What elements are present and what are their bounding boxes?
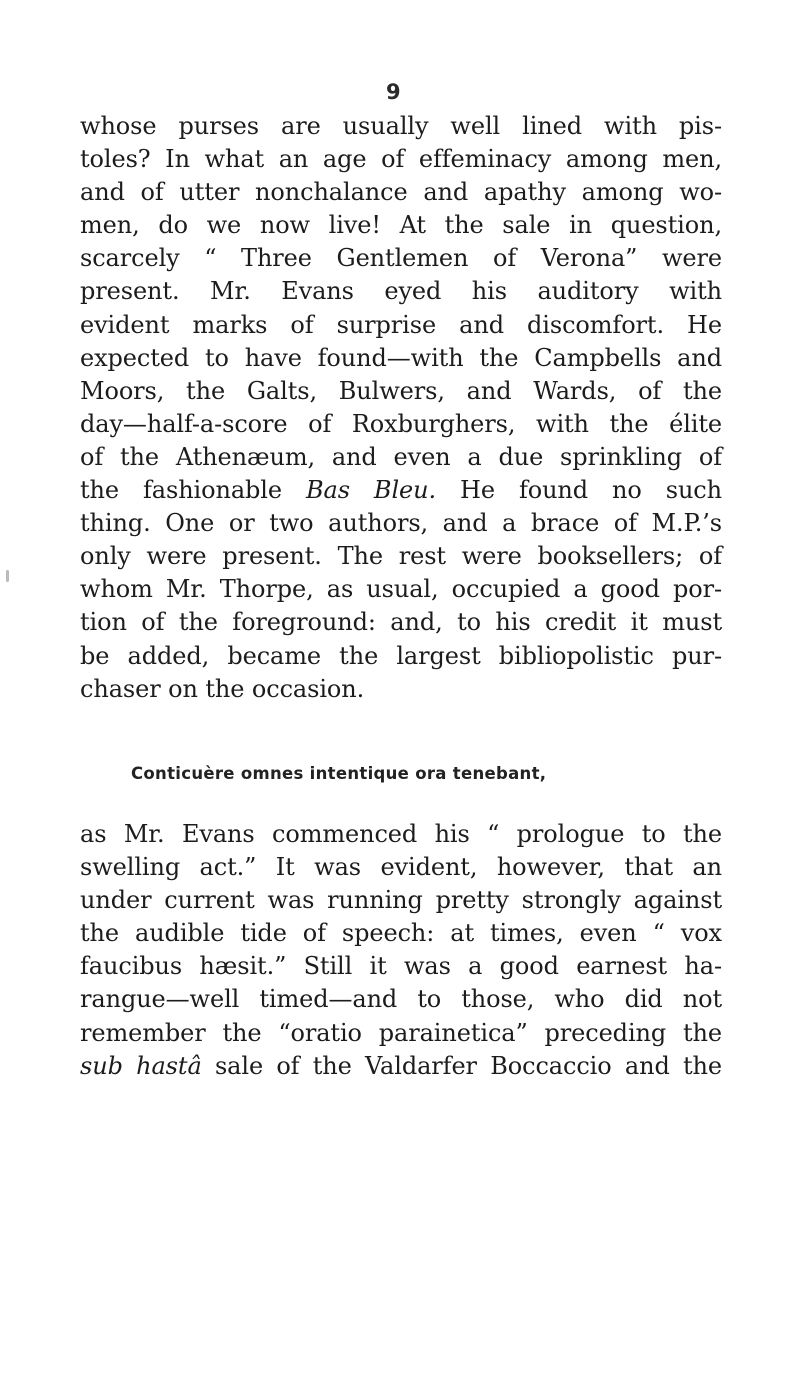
text-line: as Mr. Evans commenced his “ prologue to the — [80, 820, 722, 848]
text-line: whose purses are usually well lined with pis- — [80, 112, 722, 140]
text-line: whom Mr. Thorpe, as usual, occupied a good por- — [80, 575, 722, 604]
text-line-with-italic — [80, 1050, 722, 1083]
text-line: only were present. The rest were booksellers; of — [80, 542, 722, 571]
paragraph-1 — [80, 110, 722, 706]
text-line: toles? In what an age of effeminacy among men, — [80, 145, 722, 174]
text-segment: He found no such — [460, 476, 723, 505]
text-line: present. Mr. Evans eyed his auditory with — [80, 277, 722, 306]
text-line: faucibus hæsit.” Still it was a good earnest ha- — [80, 952, 722, 981]
text-segment: the fashionable — [80, 476, 282, 505]
italic-term: Bas Bleu. — [305, 476, 437, 505]
text-line: under current was running pretty strongly against — [80, 886, 722, 915]
page-speck — [6, 570, 9, 582]
text-line: chaser on the occasion. — [80, 674, 365, 703]
text-line: of the Athenæum, and even a due sprinkling of — [80, 442, 722, 471]
text-line: and of utter nonchalance and apathy among wo- — [80, 178, 722, 207]
text-line: swelling act.” It was evident, however, that an — [80, 853, 722, 882]
text-line: Moors, the Galts, Bulwers, and Wards, of the — [80, 376, 722, 405]
text-line: day—half-a-score of Roxburghers, with the élite — [80, 409, 722, 438]
text-line: rangue—well timed—and to those, who did not — [80, 985, 722, 1014]
paragraph-2 — [80, 818, 722, 1083]
text-line: tion of the foreground: and, to his credit it must — [80, 608, 722, 637]
text-line: evident marks of surprise and discomfort. He — [80, 310, 722, 339]
text-line: men, do we now live! At the sale in question, — [80, 211, 722, 240]
page-number: 9 — [386, 80, 401, 104]
text-line: remember the “oratio parainetica” preceding the — [80, 1018, 722, 1047]
text-line: scarcely “ Three Gentlemen of Verona” were — [80, 244, 722, 273]
latin-quotation: Conticuère omnes intentique ora tenebant, — [131, 764, 547, 783]
italic-term: sub hastâ — [80, 1051, 202, 1080]
text-line: thing. One or two authors, and a brace of M.P.’s — [80, 509, 722, 538]
text-line: be added, became the largest bibliopolistic pur- — [80, 641, 722, 670]
text-segment: sale of the Valdarfer Boccaccio and the — [214, 1051, 722, 1080]
text-line-with-italic — [80, 474, 722, 507]
text-line: the audible tide of speech: at times, even “ vox — [80, 919, 722, 948]
text-line: expected to have found—with the Campbells and — [80, 343, 722, 372]
